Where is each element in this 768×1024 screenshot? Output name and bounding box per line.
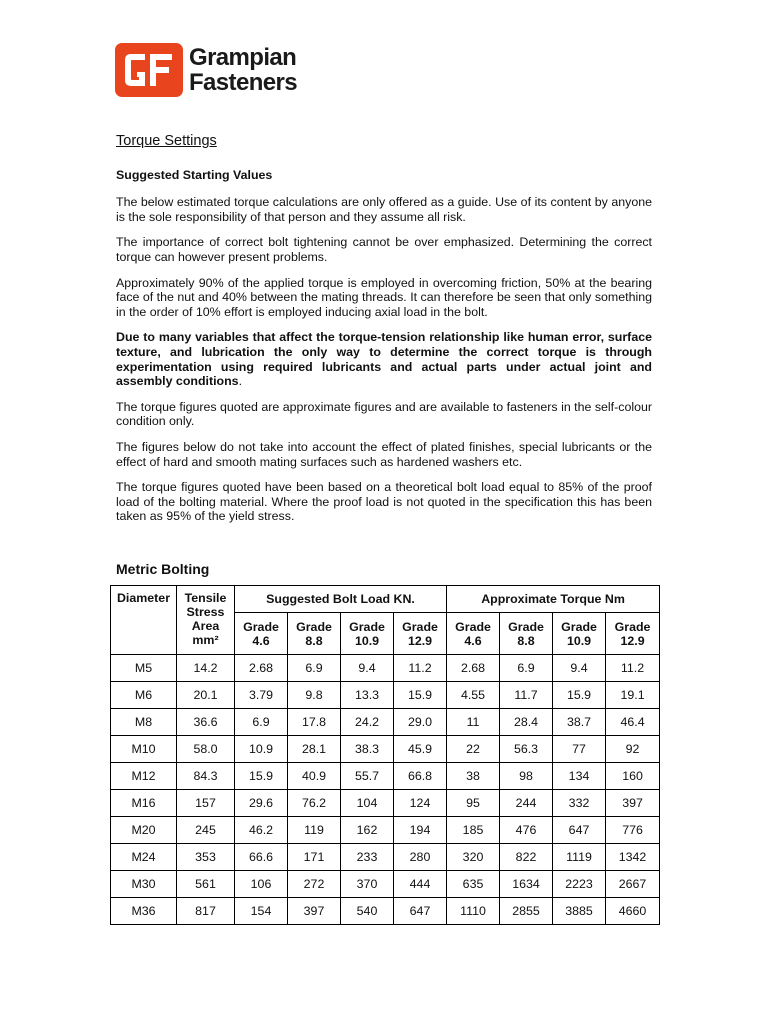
table-cell: 11.2 <box>394 655 447 682</box>
table-cell: 29.0 <box>394 709 447 736</box>
table-cell: 3885 <box>553 898 606 925</box>
table-cell: 134 <box>553 763 606 790</box>
paragraph-disclaimer: The below estimated torque calculations are only offered as a guide. Use of its content by anyone is the sole responsibility of that person and they assume all risk. <box>116 195 652 224</box>
table-cell: M12 <box>111 763 177 790</box>
table-cell: 245 <box>177 817 235 844</box>
table-cell: M16 <box>111 790 177 817</box>
header-bolt-load-group: Suggested Bolt Load KN. <box>235 586 447 613</box>
subheading: Suggested Starting Values <box>116 167 273 182</box>
table-row <box>111 709 660 736</box>
table-cell: 2.68 <box>235 655 288 682</box>
table-cell: 3.79 <box>235 682 288 709</box>
paragraph-variables-bold: Due to many variables that affect the torque-tension relationship like human error, surface texture, and lubrication the only way to determine the correct torque is through experimentation using required lubricants and actual parts under actual joint and assembly conditions <box>116 330 652 389</box>
table-cell: 104 <box>341 790 394 817</box>
table-cell: 4.55 <box>447 682 500 709</box>
paragraph-proof-load: The torque figures quoted have been based on a theoretical bolt load equal to 85% of the proof load of the bolting material. Where the proof load is not quoted in the specification this has been taken as 95% of the yield stress. <box>116 480 652 524</box>
table-cell: 28.1 <box>288 736 341 763</box>
table-cell: 17.8 <box>288 709 341 736</box>
paragraph-friction: Approximately 90% of the applied torque is employed in overcoming friction, 50% at the bearing face of the nut and 40% between the mating threads. It can therefore be seen that only something in the order of 10% effort is employed inducing axial load in the bolt. <box>116 275 652 319</box>
table-cell: 185 <box>447 817 500 844</box>
header-tensile-stress-area: Tensile Stress Area mm² <box>177 586 235 655</box>
grampian-logo-icon <box>115 43 183 97</box>
table-cell: 14.2 <box>177 655 235 682</box>
header-torque-group: Approximate Torque Nm <box>447 586 660 613</box>
table-cell: 160 <box>606 763 660 790</box>
table-cell: 2855 <box>500 898 553 925</box>
table-row <box>111 790 660 817</box>
header-load-grade-8-8: Grade 8.8 <box>288 613 341 655</box>
paragraph-variables <box>116 330 652 388</box>
table-cell: 15.9 <box>553 682 606 709</box>
table-cell: 38.3 <box>341 736 394 763</box>
table-cell: 2.68 <box>447 655 500 682</box>
table-cell: 38.7 <box>553 709 606 736</box>
table-cell: 38 <box>447 763 500 790</box>
table-cell: 29.6 <box>235 790 288 817</box>
table-cell: 56.3 <box>500 736 553 763</box>
table-row <box>111 655 660 682</box>
table-cell: 98 <box>500 763 553 790</box>
header-torque-grade-10-9: Grade 10.9 <box>553 613 606 655</box>
table-cell: 58.0 <box>177 736 235 763</box>
table-row <box>111 844 660 871</box>
table-cell: 76.2 <box>288 790 341 817</box>
paragraph-importance: The importance of correct bolt tightening cannot be over emphasized. Determining the correct torque can however present problems. <box>116 235 652 264</box>
table-cell: 10.9 <box>235 736 288 763</box>
brand-name <box>189 45 297 95</box>
table-cell: 397 <box>606 790 660 817</box>
table-cell: 1342 <box>606 844 660 871</box>
table-cell: 40.9 <box>288 763 341 790</box>
table-cell: M8 <box>111 709 177 736</box>
table-cell: 162 <box>341 817 394 844</box>
header-torque-grade-12-9: Grade 12.9 <box>606 613 660 655</box>
table-cell: M6 <box>111 682 177 709</box>
table-row <box>111 682 660 709</box>
header-load-grade-4-6: Grade 4.6 <box>235 613 288 655</box>
table-cell: 84.3 <box>177 763 235 790</box>
table-cell: 476 <box>500 817 553 844</box>
table-cell: 15.9 <box>394 682 447 709</box>
table-cell: M10 <box>111 736 177 763</box>
table-cell: 15.9 <box>235 763 288 790</box>
brand-name-line1: Grampian <box>189 44 297 71</box>
table-cell: 332 <box>553 790 606 817</box>
table-cell: 9.4 <box>341 655 394 682</box>
brand-logo <box>115 43 325 99</box>
table-cell: M20 <box>111 817 177 844</box>
table-cell: 353 <box>177 844 235 871</box>
table-row <box>111 736 660 763</box>
table-cell: 13.3 <box>341 682 394 709</box>
table-cell: 397 <box>288 898 341 925</box>
table-cell: 6.9 <box>288 655 341 682</box>
table-cell: M30 <box>111 871 177 898</box>
page-title: Torque Settings <box>116 133 217 149</box>
section-title: Metric Bolting <box>116 561 210 577</box>
table-cell: 4660 <box>606 898 660 925</box>
table-cell: 6.9 <box>235 709 288 736</box>
brand-name-line2: Fasteners <box>189 69 297 96</box>
document-body <box>116 134 652 535</box>
table-cell: 66.6 <box>235 844 288 871</box>
table-cell: 776 <box>606 817 660 844</box>
table-cell: 6.9 <box>500 655 553 682</box>
table-cell: 320 <box>447 844 500 871</box>
table-cell: 106 <box>235 871 288 898</box>
table-row <box>111 898 660 925</box>
table-cell: 647 <box>553 817 606 844</box>
table-cell: 66.8 <box>394 763 447 790</box>
table-cell: 233 <box>341 844 394 871</box>
table-cell: 36.6 <box>177 709 235 736</box>
table-cell: 540 <box>341 898 394 925</box>
paragraph-variables-period: . <box>238 374 243 389</box>
table-cell: 1119 <box>553 844 606 871</box>
table-cell: 124 <box>394 790 447 817</box>
table-cell: 119 <box>288 817 341 844</box>
torque-table <box>110 585 660 925</box>
table-cell: 95 <box>447 790 500 817</box>
table-cell: 370 <box>341 871 394 898</box>
table-cell: 28.4 <box>500 709 553 736</box>
table-cell: 45.9 <box>394 736 447 763</box>
table-cell: 272 <box>288 871 341 898</box>
table-row <box>111 817 660 844</box>
table-cell: 19.1 <box>606 682 660 709</box>
table-row <box>111 871 660 898</box>
header-load-grade-12-9: Grade 12.9 <box>394 613 447 655</box>
table-cell: 92 <box>606 736 660 763</box>
table-cell: 244 <box>500 790 553 817</box>
header-torque-grade-4-6: Grade 4.6 <box>447 613 500 655</box>
table-cell: 20.1 <box>177 682 235 709</box>
table-cell: 817 <box>177 898 235 925</box>
paragraph-self-colour: The torque figures quoted are approximate figures and are available to fasteners in the self-colour condition only. <box>116 399 652 429</box>
table-cell: M5 <box>111 655 177 682</box>
table-body <box>111 655 660 925</box>
table-cell: M24 <box>111 844 177 871</box>
table-cell: 1110 <box>447 898 500 925</box>
table-cell: 171 <box>288 844 341 871</box>
table-cell: 55.7 <box>341 763 394 790</box>
table-cell: 22 <box>447 736 500 763</box>
table-cell: 822 <box>500 844 553 871</box>
table-cell: 11.2 <box>606 655 660 682</box>
table-cell: 561 <box>177 871 235 898</box>
table-cell: 444 <box>394 871 447 898</box>
table-cell: 1634 <box>500 871 553 898</box>
header-diameter: Diameter <box>111 586 177 655</box>
table-cell: M36 <box>111 898 177 925</box>
table-cell: 154 <box>235 898 288 925</box>
table-cell: 46.2 <box>235 817 288 844</box>
table-cell: 24.2 <box>341 709 394 736</box>
table-cell: 647 <box>394 898 447 925</box>
table-cell: 11 <box>447 709 500 736</box>
table-cell: 77 <box>553 736 606 763</box>
table-row <box>111 763 660 790</box>
table-cell: 9.8 <box>288 682 341 709</box>
paragraph-finishes: The figures below do not take into account the effect of plated finishes, special lubricants or the effect of hard and smooth mating surfaces such as hardened washers etc. <box>116 439 652 469</box>
table-cell: 280 <box>394 844 447 871</box>
table-cell: 194 <box>394 817 447 844</box>
table-cell: 2667 <box>606 871 660 898</box>
table-cell: 46.4 <box>606 709 660 736</box>
table-cell: 11.7 <box>500 682 553 709</box>
table-cell: 2223 <box>553 871 606 898</box>
header-torque-grade-8-8: Grade 8.8 <box>500 613 553 655</box>
table-cell: 157 <box>177 790 235 817</box>
table-cell: 9.4 <box>553 655 606 682</box>
table-cell: 635 <box>447 871 500 898</box>
header-load-grade-10-9: Grade 10.9 <box>341 613 394 655</box>
